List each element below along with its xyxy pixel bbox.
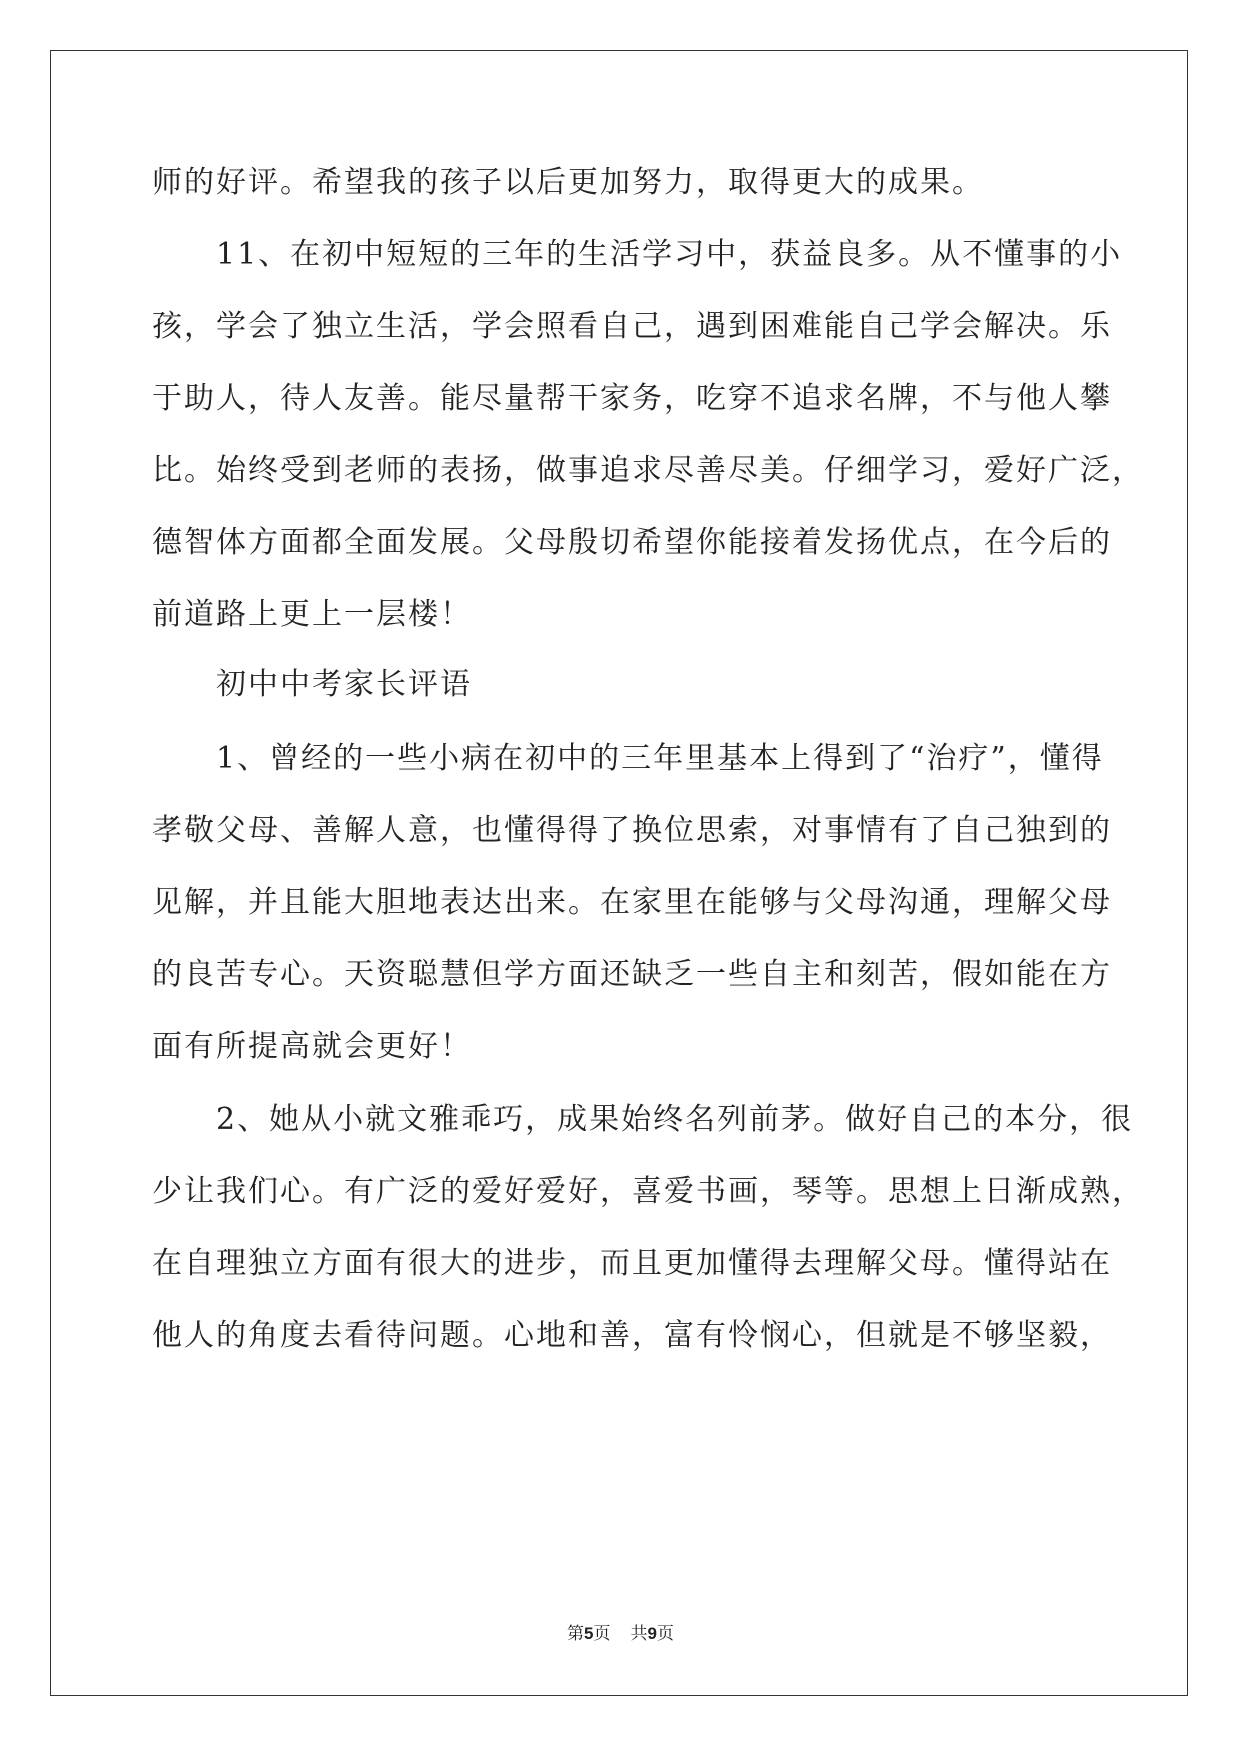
text-line: 德智体方面都全面发展。父母殷切希望你能接着发扬优点，在今后的 (152, 525, 1112, 560)
page-footer (0, 1622, 1241, 1646)
page-border (50, 50, 1188, 1696)
text-line: 孝敬父母、善解人意，也懂得得了换位思索，对事情有了自己独到的 (152, 813, 1112, 848)
text-line: 的良苦专心。天资聪慧但学方面还缺乏一些自主和刻苦，假如能在方 (152, 957, 1112, 992)
text-line: 孩，学会了独立生活，学会照看自己，遇到困难能自己学会解决。乐 (152, 309, 1112, 344)
section-heading: 初中中考家长评语 (152, 667, 472, 702)
text-line: 见解，并且能大胆地表达出来。在家里在能够与父母沟通，理解父母 (152, 885, 1112, 920)
total-prefix: 共 (630, 1624, 648, 1644)
text-line: 他人的角度去看待问题。心地和善，富有怜悯心，但就是不够坚毅， (152, 1318, 1112, 1353)
page-suffix: 页 (593, 1624, 611, 1644)
text-line: 比。始终受到老师的表扬，做事追求尽善尽美。仔细学习，爱好广泛， (152, 453, 1144, 488)
text-line: 在自理独立方面有很大的进步，而且更加懂得去理解父母。懂得站在 (152, 1246, 1112, 1281)
text-line: 2、她从小就文雅乖巧，成果始终名列前茅。做好自己的本分，很 (152, 1102, 1134, 1137)
text-line: 师的好评。希望我的孩子以后更加努力，取得更大的成果。 (152, 165, 984, 200)
text-line: 前道路上更上一层楼！ (152, 597, 472, 632)
total-pages: 9 (647, 1624, 657, 1643)
page-number: 5 (584, 1624, 594, 1643)
page-prefix: 第 (567, 1624, 585, 1644)
text-line: 1、曾经的一些小病在初中的三年里基本上得到了“治疗”，懂得 (152, 741, 1104, 776)
text-line: 11、在初中短短的三年的生活学习中，获益良多。从不懂事的小 (152, 237, 1123, 272)
text-line: 于助人，待人友善。能尽量帮干家务，吃穿不追求名牌，不与他人攀 (152, 381, 1112, 416)
text-line: 面有所提高就会更好！ (152, 1029, 472, 1064)
total-suffix: 页 (656, 1624, 674, 1644)
text-line: 少让我们心。有广泛的爱好爱好，喜爱书画，琴等。思想上日渐成熟， (152, 1174, 1144, 1209)
